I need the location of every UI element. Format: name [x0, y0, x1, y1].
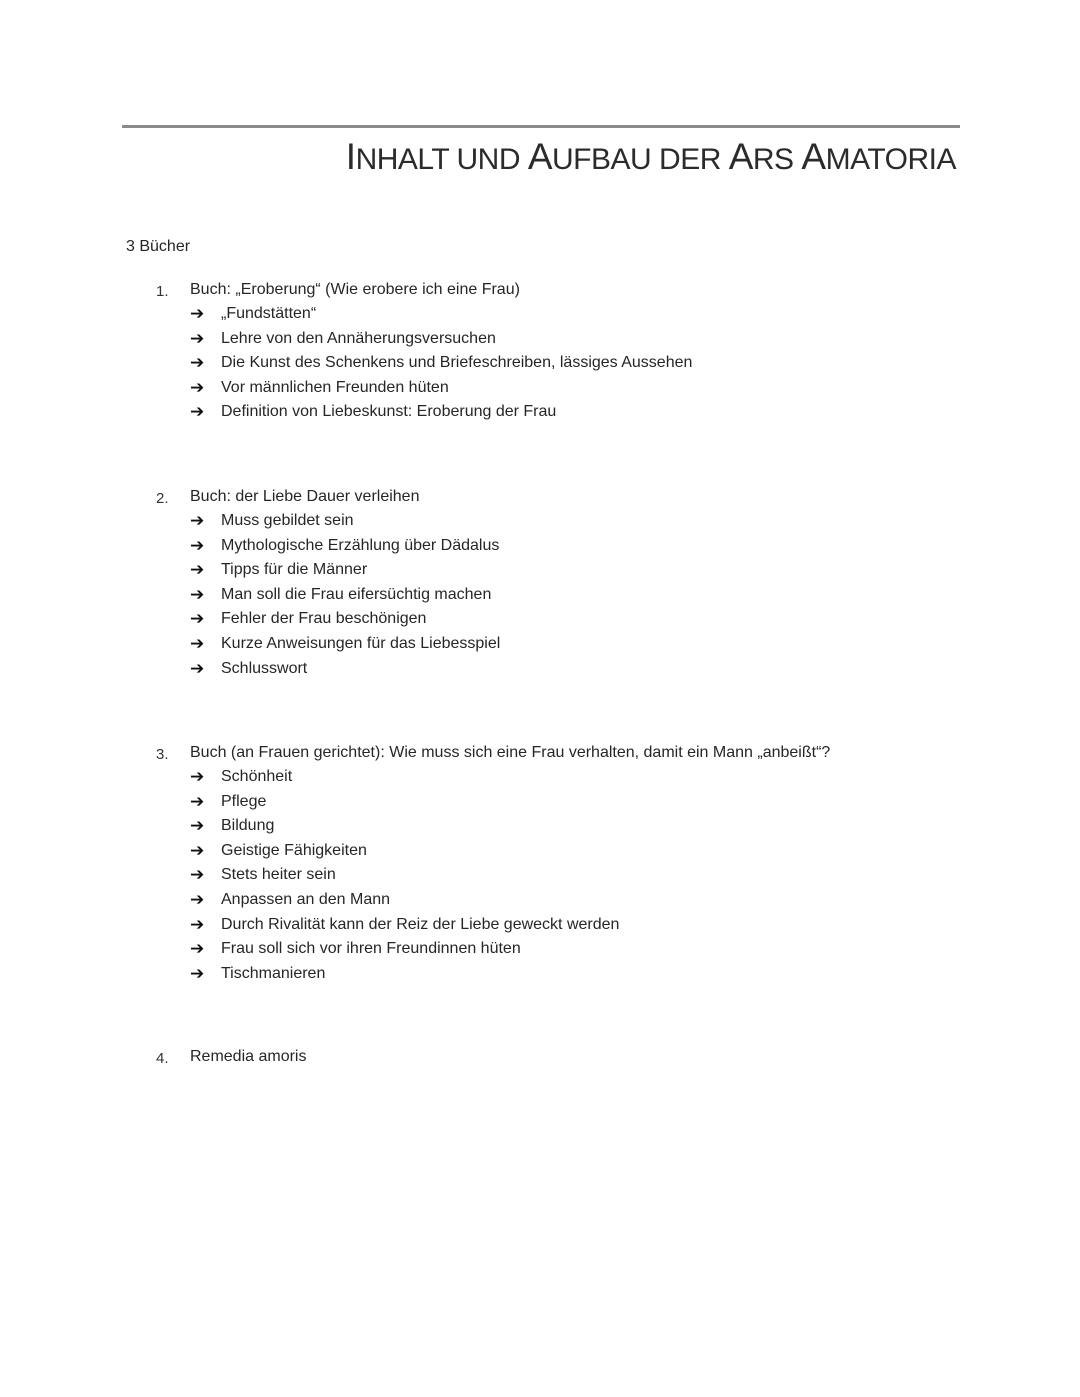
list-item-text: Stets heiter sein	[221, 866, 336, 884]
book-number: 3.	[156, 746, 169, 763]
list-item-text: „Fundstätten“	[221, 305, 317, 322]
list-item	[0, 793, 1080, 818]
book-heading	[0, 1048, 1080, 1072]
list-item	[0, 403, 1080, 428]
list-item	[0, 635, 1080, 660]
list-item	[0, 842, 1080, 867]
arrow-icon: ➔	[190, 560, 205, 581]
list-item	[0, 817, 1080, 842]
book-label: Buch: „Eroberung“ (Wie erobere ich eine Frau)	[190, 281, 520, 298]
list-item	[0, 561, 1080, 586]
title-initial: A	[801, 136, 826, 177]
arrow-icon: ➔	[190, 511, 205, 531]
title-small-caps: MATORIA	[825, 143, 956, 176]
title-initial: I	[345, 136, 356, 177]
list-item	[0, 330, 1080, 355]
book-label: Remedia amoris	[190, 1048, 307, 1065]
list-item	[0, 940, 1080, 965]
list-item	[0, 916, 1080, 941]
list-item-text: Schlusswort	[221, 659, 308, 677]
list-item	[0, 537, 1080, 562]
list-item-text: Vor männlichen Freunden hüten	[221, 378, 449, 396]
list-item-text: Muss gebildet sein	[221, 512, 354, 529]
intro-text: 3 Bücher	[126, 238, 191, 255]
list-item-text: Tipps für die Männer	[221, 561, 368, 579]
list-item	[0, 866, 1080, 891]
arrow-icon: ➔	[190, 633, 205, 654]
book-section-4	[0, 1048, 1080, 1072]
list-item-text: Lehre von den Annäherungsversuchen	[221, 329, 496, 347]
book-heading	[0, 488, 1080, 512]
title-rule	[122, 125, 960, 128]
arrow-icon: ➔	[190, 939, 205, 960]
list-item	[0, 354, 1080, 379]
list-item	[0, 586, 1080, 611]
title-small-caps: NHALT UND	[355, 143, 528, 176]
arrow-icon: ➔	[190, 791, 205, 812]
list-item-text: Geistige Fähigkeiten	[221, 841, 367, 859]
list-item-text: Man soll die Frau eifersüchtig machen	[221, 585, 492, 603]
list-item-text: Bildung	[221, 817, 275, 835]
arrow-icon: ➔	[190, 353, 205, 374]
book-label: Buch: der Liebe Dauer verleihen	[190, 488, 420, 505]
page-title	[346, 136, 956, 178]
list-item-text: Tischmanieren	[221, 964, 326, 982]
arrow-icon: ➔	[190, 963, 205, 984]
list-item-text: Kurze Anweisungen für das Liebesspiel	[221, 634, 501, 652]
list-item	[0, 512, 1080, 537]
list-item-text: Frau soll sich vor ihren Freundinnen hüten	[221, 940, 521, 958]
list-item-text: Mythologische Erzählung über Dädalus	[221, 536, 500, 554]
arrow-icon: ➔	[190, 816, 205, 837]
arrow-icon: ➔	[190, 377, 205, 398]
book-section-1	[0, 281, 1080, 428]
list-item	[0, 610, 1080, 635]
list-item-text: Durch Rivalität kann der Reiz der Liebe geweckt werden	[221, 915, 620, 933]
arrow-icon: ➔	[190, 304, 205, 324]
arrow-icon: ➔	[190, 914, 205, 935]
arrow-icon: ➔	[190, 609, 205, 630]
title-small-caps: UFBAU DER	[552, 143, 729, 176]
list-item-text: Fehler der Frau beschönigen	[221, 610, 427, 628]
arrow-icon: ➔	[190, 865, 205, 886]
book-number: 1.	[156, 283, 169, 300]
book-section-2	[0, 488, 1080, 684]
arrow-icon: ➔	[190, 402, 205, 423]
list-item-text: Anpassen an den Mann	[221, 890, 391, 908]
arrow-icon: ➔	[190, 584, 205, 605]
book-heading	[0, 281, 1080, 305]
list-item	[0, 379, 1080, 404]
list-item	[0, 305, 1080, 330]
book-section-3	[0, 744, 1080, 989]
list-item-text: Pflege	[221, 792, 267, 810]
book-number: 4.	[156, 1050, 169, 1067]
list-item	[0, 891, 1080, 916]
arrow-icon: ➔	[190, 328, 205, 349]
book-number: 2.	[156, 490, 169, 507]
arrow-icon: ➔	[190, 535, 205, 556]
list-item	[0, 660, 1080, 685]
arrow-icon: ➔	[190, 767, 205, 787]
title-initial: A	[728, 136, 753, 177]
list-item	[0, 768, 1080, 793]
list-item	[0, 965, 1080, 990]
arrow-icon: ➔	[190, 658, 205, 679]
arrow-icon: ➔	[190, 889, 205, 910]
title-initial: A	[527, 136, 553, 177]
title-small-caps: RS	[752, 143, 802, 176]
list-item-text: Definition von Liebeskunst: Eroberung der Frau	[221, 403, 557, 421]
list-item-text: Schönheit	[221, 768, 293, 785]
arrow-icon: ➔	[190, 840, 205, 861]
book-label: Buch (an Frauen gerichtet): Wie muss sich eine Frau verhalten, damit ein Mann „anbeißt“?	[190, 744, 831, 761]
list-item-text: Die Kunst des Schenkens und Briefeschreiben, lässiges Aussehen	[221, 354, 693, 372]
book-heading	[0, 744, 1080, 768]
